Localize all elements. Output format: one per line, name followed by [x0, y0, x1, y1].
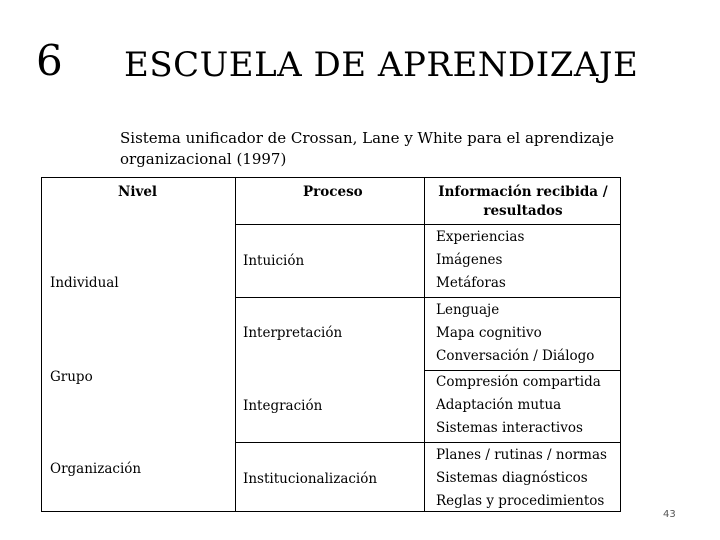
resultado-item: Sistemas interactivos	[436, 420, 583, 436]
nivel-grupo: Grupo	[50, 369, 93, 385]
slide-title: ESCUELA DE APRENDIZAJE	[124, 45, 639, 85]
resultado-item: Sistemas diagnósticos	[436, 470, 588, 486]
header-proceso: Proceso	[303, 184, 363, 200]
proceso-interpretacion: Interpretación	[243, 325, 343, 341]
column-divider-nivel	[235, 177, 236, 512]
resultado-interpretacion	[436, 299, 594, 368]
resultado-intuicion	[436, 226, 524, 295]
header-informacion-line1: Información recibida /	[438, 184, 608, 200]
resultado-item: Conversación / Diálogo	[436, 348, 595, 364]
resultado-item: Adaptación mutua	[436, 397, 562, 413]
slide-subtitle: Sistema unificador de Crossan, Lane y White para el aprendizaje organizacional (1997)	[120, 129, 615, 168]
table-top-border	[41, 177, 621, 178]
column-divider-proceso	[424, 177, 425, 512]
table-right-border	[620, 177, 621, 512]
resultado-item: Experiencias	[436, 229, 525, 245]
proceso-institucionalizacion: Institucionalización	[243, 471, 378, 487]
resultado-item: Compresión compartida	[436, 374, 601, 390]
page-number: 43	[663, 509, 676, 520]
table-left-border	[41, 177, 42, 512]
resultado-institucionalizacion	[436, 444, 607, 513]
header-informacion	[429, 183, 617, 221]
slide-number: 6	[36, 36, 63, 85]
row-divider-1	[235, 297, 621, 298]
resultado-item: Mapa cognitivo	[436, 325, 542, 341]
resultado-item: Imágenes	[436, 252, 503, 268]
header-divider	[235, 224, 621, 225]
resultado-integracion	[436, 371, 601, 440]
resultado-item: Reglas y procedimientos	[436, 493, 605, 509]
proceso-intuicion: Intuición	[243, 253, 305, 269]
resultado-item: Metáforas	[436, 275, 506, 291]
learning-system-table	[41, 177, 621, 512]
resultado-item: Planes / rutinas / normas	[436, 447, 607, 463]
row-divider-3	[235, 442, 621, 443]
header-nivel: Nivel	[118, 184, 158, 200]
proceso-integracion: Integración	[243, 398, 323, 414]
nivel-organizacion: Organización	[50, 461, 142, 477]
nivel-individual: Individual	[50, 275, 119, 291]
header-informacion-line2: resultados	[483, 203, 563, 219]
resultado-item: Lenguaje	[436, 302, 500, 318]
